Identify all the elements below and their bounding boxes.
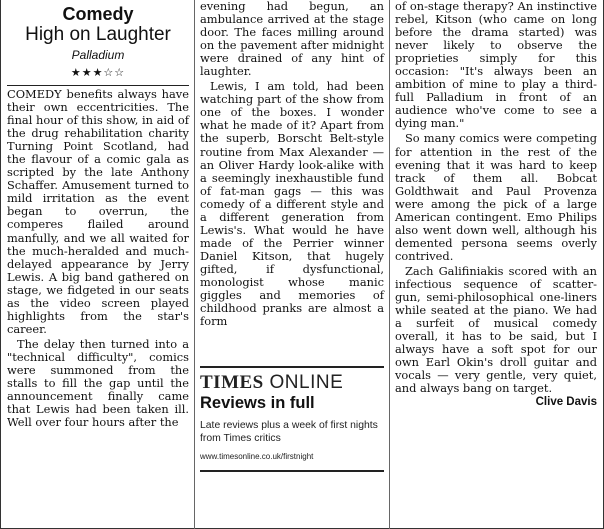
body-paragraph: Lewis, I am told, had been watching part of the show from one of the boxes. I wonder what he made of it? Apart from the superb, Borscht Belt-style routine from Max Alexander — an Oliver Hardy look-alike with a seemingly inexhaustible fund of fat-man gags — this was comedy of a different style and a different generation from Lewis's. What would he have made of the Perrier winner Daniel Kitson, that hugely gifted, if dysfunctional, monologist whose manic giggles and memories of childhood pranks are almost a form [200, 79, 384, 329]
body-paragraph: evening had begun, an ambulance arrived at the stage door. The faces milling around on the pavement after midnight were drained of any hint of laughter. [200, 0, 384, 79]
times-online-logo: TIMES ONLINE [200, 372, 344, 393]
star-rating: ★★★☆☆ [70, 66, 126, 79]
header-rule [7, 85, 189, 86]
column-1 [7, 0, 189, 429]
body-paragraph: of on-stage therapy? An instinctive rebel, Kitson (who came on long before the drama started) was never likely to observe the proprieties simply for this occasion: "It's always been an ambition of mine to play a third-full Palladium in front of an audience who've come to see a dying man." [395, 0, 597, 131]
body-paragraph: Zach Galifiniakis scored with an infectious sequence of scatter-gun, semi-philosophical one-liners while seated at the piano. We had a surfeit of musical comedy overall, it has to be said, but I always have a soft spot for our own Earl Okin's droll guitar and vocals — very gentle, very quiet, and always bang on target. [395, 263, 597, 396]
review-headline: High on Laughter [25, 24, 171, 45]
column-divider [194, 0, 195, 529]
body-paragraph: So many comics were competing for attention in the rest of the evening that it was hard to keep track of them all. Bobcat Goldthwait and Paul Provenza were among the pick of a large American contingent. Emo Philips also went down well, although his demented persona seems overly contrived. [395, 131, 597, 263]
promo-url: www.timesonline.co.uk/firstnight [200, 452, 314, 461]
byline: Clive Davis [535, 396, 597, 409]
review-header [7, 4, 189, 81]
promo-headline: Reviews in full [200, 394, 315, 412]
body-paragraph: The delay then turned into a "technical difficulty", comics were summoned from the stalls to fill the gap until the announcement finally came that Lewis had been taken ill. Well over four hours after the [7, 336, 189, 430]
review-category: Comedy [62, 4, 134, 24]
promo-text: Late reviews plus a week of first nights from Times critics [200, 420, 378, 444]
review-venue: Palladium [71, 48, 125, 62]
times-online-promo [200, 366, 384, 472]
column-3 [395, 0, 597, 409]
column-divider [389, 0, 390, 529]
body-paragraph: COMEDY benefits always have their own eccentricities. The final hour of this show, in aid of the drug rehabilitation charity Turning Point Scotland, had the flavour of a comic gala as scripted by the late Anthony Schaffer. Amusement turned to mild irritation as the event began to overrun, the comperes flailed around manfully, and we all waited for the much-heralded and much-delayed appearance by Jerry Lewis. A big band gathered on stage, we fidgeted in our seats as the video screen played highlights from the star's career. [7, 87, 189, 336]
column-2 [200, 0, 384, 328]
